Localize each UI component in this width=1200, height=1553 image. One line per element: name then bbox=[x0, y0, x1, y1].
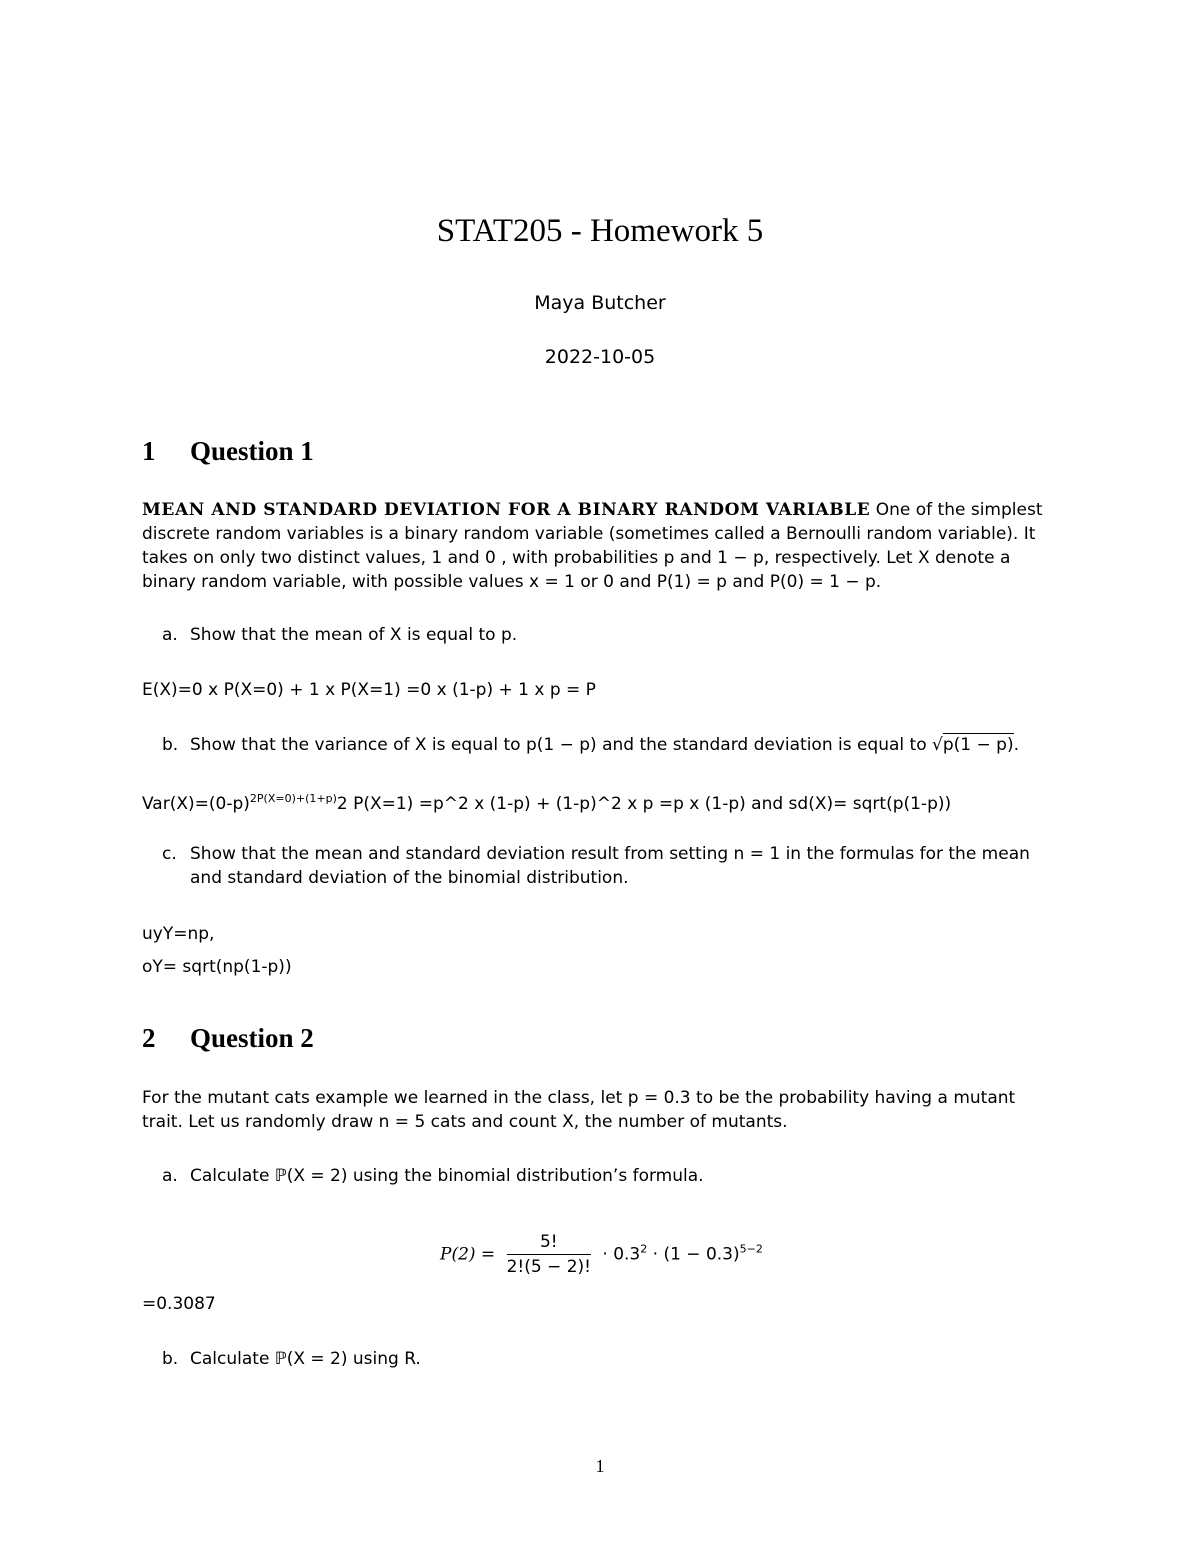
author-name: Maya Butcher bbox=[534, 292, 666, 314]
part-text: Show that the variance of X is equal to p(1 − p) and the standard deviation is equal to bbox=[190, 735, 927, 755]
intro-paragraph: One of the simplest discrete random variables is a binary random variable (sometimes called a Bernoulli random variable). It takes on only two distinct values, 1 and 0 , with probabilities p and 1 − p, respectively. Let X denote a binary random variable, with possible values x = 1 or 0 and P(1) = p and P(0) = 1 − p. bbox=[142, 500, 1043, 592]
equation-exponent-1: 2 bbox=[640, 1242, 648, 1256]
section-title: Question 1 bbox=[190, 436, 314, 466]
section-number: 1 bbox=[142, 436, 156, 466]
part-text: Calculate ℙ(X = 2) using R. bbox=[190, 1349, 421, 1369]
answer-2a: =0.3087 bbox=[142, 1294, 216, 1314]
part-text: Show that the mean of X is equal to p. bbox=[190, 625, 518, 645]
question-1-part-b bbox=[162, 733, 1060, 757]
intro-bold-heading: MEAN AND STANDARD DEVIATION FOR A BINARY RANDOM VARIABLE bbox=[142, 500, 871, 520]
answer-1c-line-2: oY= sqrt(np(1-p)) bbox=[142, 957, 292, 977]
equation-exponent-2: 5−2 bbox=[739, 1242, 763, 1256]
equation-rest: · (1 − 0.3) bbox=[652, 1244, 740, 1265]
binomial-equation bbox=[440, 1232, 763, 1277]
part-label: c. bbox=[162, 844, 177, 864]
answer-1a: E(X)=0 x P(X=0) + 1 x P(X=1) =0 x (1-p) + 1 x p = P bbox=[142, 680, 596, 700]
answer-1c-line-1: uyY=np, bbox=[142, 924, 215, 944]
section-heading-1 bbox=[142, 436, 314, 467]
answer-end: 2 P(X=1) =p^2 x (1-p) + (1-p)^2 x p =p x (1-p) and sd(X)= sqrt(p(1-p)) bbox=[336, 794, 952, 814]
section-number: 2 bbox=[142, 1023, 156, 1053]
document-title: STAT205 - Homework 5 bbox=[436, 213, 764, 249]
sqrt-expression: p(1 − p) bbox=[942, 735, 1014, 755]
equation-fraction bbox=[507, 1232, 591, 1277]
equation-mid: · 0.3 bbox=[602, 1244, 641, 1265]
part-label: a. bbox=[162, 1166, 178, 1186]
fraction-denominator: 2!(5 − 2)! bbox=[506, 1257, 591, 1277]
answer-superscript: 2P(X=0)+(1+p) bbox=[249, 792, 337, 805]
part-label: a. bbox=[162, 625, 178, 645]
equation-lhs: P(2) = bbox=[440, 1244, 496, 1265]
fraction-numerator: 5! bbox=[507, 1232, 591, 1255]
page-number: 1 bbox=[595, 1456, 605, 1476]
question-1-part-c bbox=[162, 842, 1060, 890]
part-label: b. bbox=[162, 1349, 179, 1369]
part-label: b. bbox=[162, 735, 179, 755]
question-2-intro: For the mutant cats example we learned in the class, let p = 0.3 to be the probability having a mutant trait. Let us randomly draw n = 5 cats and count X, the number of mutants. bbox=[142, 1088, 1016, 1132]
answer-start: Var(X)=(0-p) bbox=[142, 794, 250, 814]
section-heading-2 bbox=[142, 1023, 314, 1054]
part-text-wrap: Show that the variance of X is equal to p(1 − p) and the standard deviation is equal to √p(1 − p). bbox=[190, 735, 1019, 755]
part-text: Calculate ℙ(X = 2) using the binomial distribution’s formula. bbox=[190, 1166, 704, 1186]
question-1-intro bbox=[142, 498, 1060, 594]
document-date: 2022-10-05 bbox=[544, 346, 656, 368]
section-title: Question 2 bbox=[190, 1023, 314, 1053]
part-text: Show that the mean and standard deviation result from setting n = 1 in the formulas for the mean and standard deviation of the binomial distribution. bbox=[190, 844, 1030, 888]
question-2-part-b bbox=[162, 1347, 1060, 1371]
question-2-part-a bbox=[162, 1164, 1060, 1188]
question-1-part-a bbox=[162, 623, 1060, 647]
answer-1b bbox=[142, 787, 951, 816]
part-text-end: . bbox=[1013, 735, 1019, 755]
